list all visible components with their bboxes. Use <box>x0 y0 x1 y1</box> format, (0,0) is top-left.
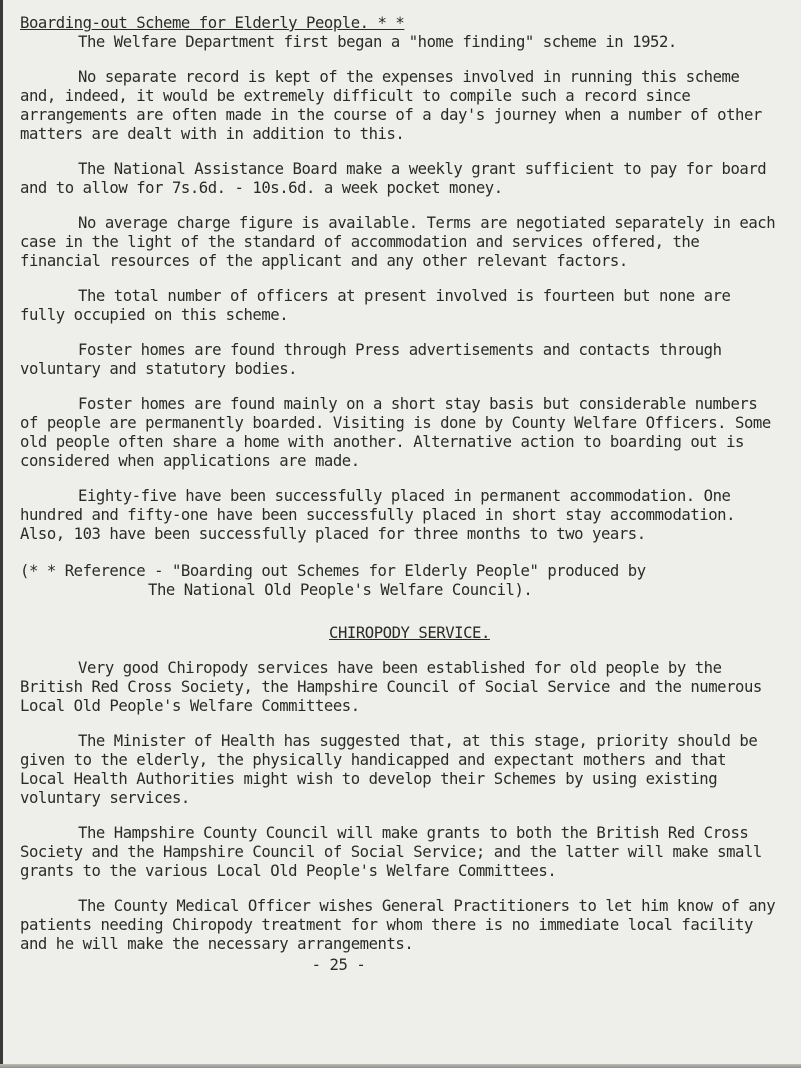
reference-line-2: The National Old People's Welfare Council). <box>148 581 533 599</box>
paragraph-3: The National Assistance Board make a weekly grant sufficient to pay for board and to allow for 7s.6d. - 10s.6d. a week pocket money. <box>20 160 767 197</box>
chiropody-section-title: CHIROPODY SERVICE. <box>329 624 490 642</box>
paragraph-4: No average charge figure is available. Terms are negotiated separately in each case in the light of the standard of accommodation and services offered, the financial resources of the applicant and any other relevant factors. <box>20 214 776 270</box>
page-left-edge <box>0 0 3 1068</box>
paragraph-8: Eighty-five have been successfully placed in permanent accommodation. One hundred and fifty-one have been successfully placed in short stay accommodation. Also, 103 have been successfully placed for three months to two years. <box>20 487 736 543</box>
paragraph-2: No separate record is kept of the expenses involved in running this scheme and, indeed, it would be extremely difficult to compile such a record since arrangements are often made in the course of a day's journey when a number of other matters are dealt with in addition to this. <box>20 68 762 143</box>
paragraph-1: The Welfare Department first began a "home finding" scheme in 1952. <box>78 33 677 51</box>
paragraph-5: The total number of officers at present involved is fourteen but none are fully occupied on this scheme. <box>20 287 731 324</box>
page-bottom-edge <box>0 1064 801 1068</box>
chiropody-paragraph-3: The Hampshire County Council will make grants to both the British Red Cross Society and the Hampshire Council of Social Service; and the latter will make small grants to the various Local Old People's Welfare Committees. <box>20 824 762 880</box>
paragraph-6: Foster homes are found through Press advertisements and contacts through voluntary and statutory bodies. <box>20 341 722 378</box>
page-number: - 25 - <box>311 956 366 974</box>
chiropody-paragraph-2: The Minister of Health has suggested that, at this stage, priority should be given to the elderly, the physically handicapped and expectant mothers and that Local Health Authorities might wish to develop their Schemes by using existing voluntary services. <box>20 732 758 807</box>
reference-note <box>20 562 777 600</box>
boarding-out-heading: Boarding-out Scheme for Elderly People. * * <box>20 14 405 32</box>
chiropody-paragraph-4: The County Medical Officer wishes General Practitioners to let him know of any patients needing Chiropody treatment for whom there is no immediate local facility and he will make the necessary arrangements. <box>20 897 776 953</box>
chiropody-paragraph-1: Very good Chiropody services have been established for old people by the British Red Cross Society, the Hampshire Council of Social Service and the numerous Local Old People's Welfare Committees. <box>20 659 762 715</box>
reference-line-1: (* * Reference - "Boarding out Schemes for Elderly People" produced by <box>20 562 646 580</box>
paragraph-7: Foster homes are found mainly on a short stay basis but considerable numbers of people are permanently boarded. Visiting is done by County Welfare Officers. Some old people often share a home with another. Alternative action to boarding out is considered when applications are made. <box>20 395 771 470</box>
